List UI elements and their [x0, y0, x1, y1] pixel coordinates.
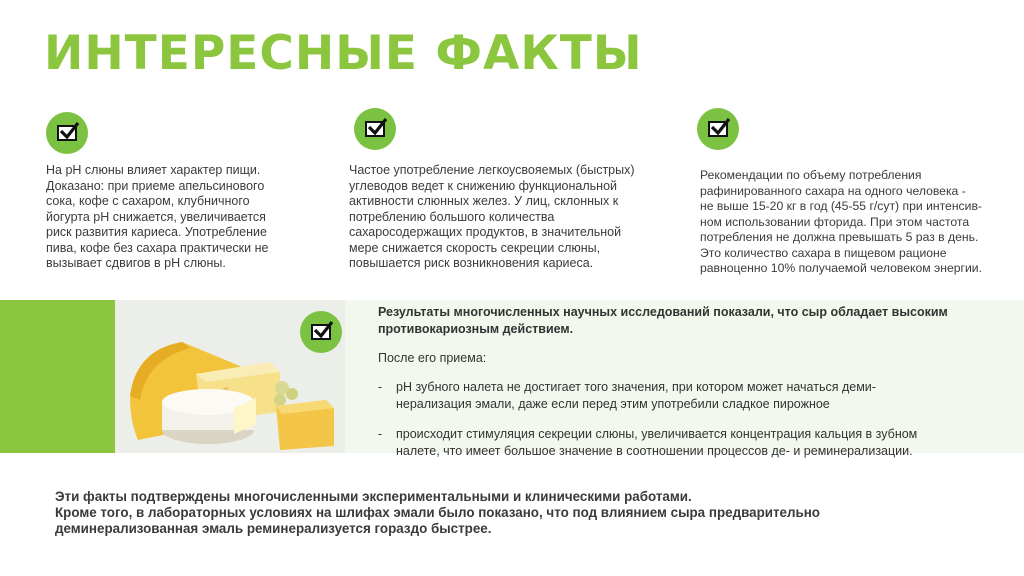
cheese-lead: Результаты многочисленных научных исследований показали, что сыр обладает высоким противокариозным действием.	[378, 305, 948, 336]
fact-2-text: Частое употребление легкоусвояемых (быстрых) углеводов ведет к снижению функциональной активности слюнных желез. У лиц, склонных к потреблению большого количества сахаросодержащих продуктов, в значительной мере снижается скорость секреции слюны, повышается риск возникновения кариеса.	[349, 163, 635, 270]
page-title: ИНТЕРЕСНЫЕ ФАКТЫ	[44, 26, 643, 81]
footer-conclusion: Эти факты подтверждены многочисленными экспериментальными и клиническими работами. Кроме того, в лабораторных условиях на шлифах эмали было показано, что под влиянием сыра предварительно деминерализованная эмаль реминерализуется гораздо быстрее.	[55, 489, 820, 536]
checkbox-check-icon	[311, 324, 331, 340]
checkbox-check-icon	[57, 125, 77, 141]
check-circle-icon	[46, 112, 88, 154]
cheese-bullet: - происходит стимуляция секреции слюны, увеличивается концентрация кальция в зубном налете, что имеет большое значение в соотношении процессов де- и реминерализации.	[378, 427, 918, 458]
check-circle-icon	[354, 108, 396, 150]
cheese-panel-text	[378, 304, 948, 460]
green-accent-bar	[0, 300, 115, 453]
cheese-image	[130, 338, 340, 450]
check-circle-icon	[697, 108, 739, 150]
cheese-bullet: - pH зубного налета не достигает того значения, при котором может начаться деми- нерализация эмали, даже если перед этим употребили сладкое пирожное	[378, 380, 876, 411]
fact-3-text: Рекомендации по объему потребления рафинированного сахара на одного человека - не выше 15-20 кг в год (45-55 г/сут) при интенсив- ном использовании фторида. При этом частота потребления не должна превышать 5 раз в день. Это количество сахара в пищевом рационе равноценно 10% получаемой человеком энергии.	[700, 168, 982, 275]
cheese-after-label: После его приема:	[378, 351, 487, 365]
check-circle-icon	[300, 311, 342, 353]
checkbox-check-icon	[708, 121, 728, 137]
fact-1-text: На pH слюны влияет характер пищи. Доказано: при приеме апельсинового сока, кофе с сахаром, клубничного йогурта pH снижается, увеличивается риск развития кариеса. Употребление пива, кофе без сахара практически не вызывает сдвигов в pH слюны.	[46, 163, 269, 270]
checkbox-check-icon	[365, 121, 385, 137]
